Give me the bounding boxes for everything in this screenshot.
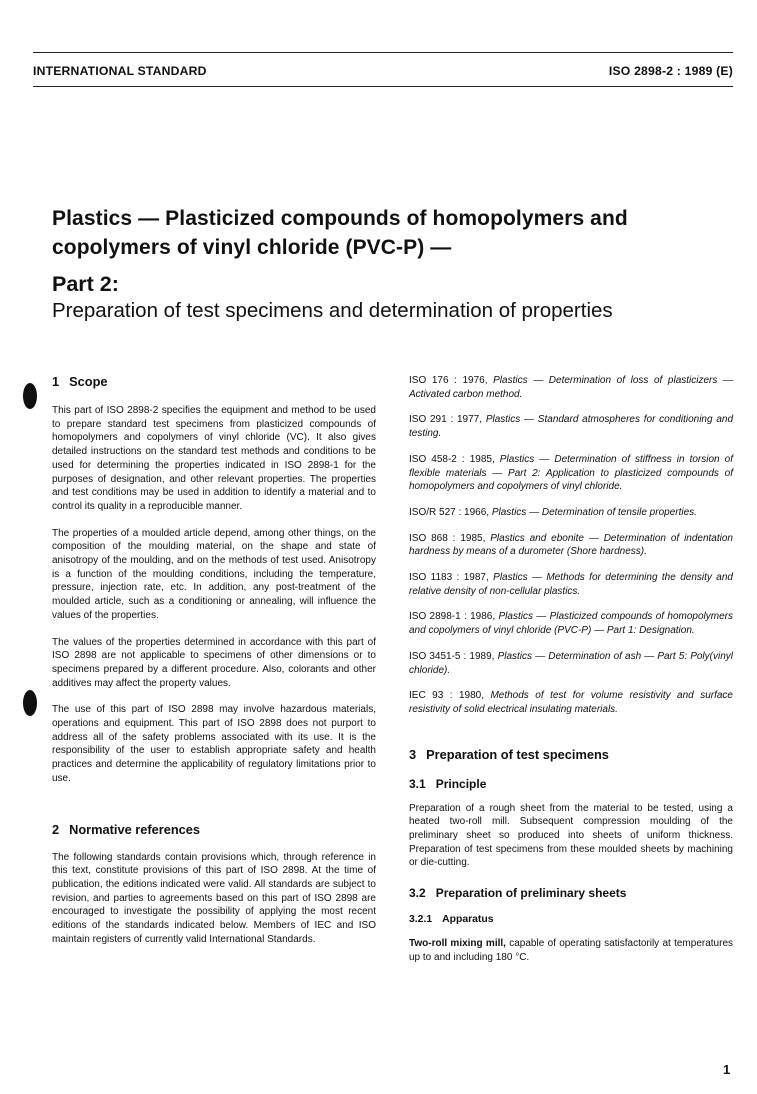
reference-title: Methods of test for volume resistivity and surface resistivity of solid electrical insulating materials.	[409, 690, 733, 715]
reference-code: IEC 93 : 1980,	[409, 690, 484, 702]
document-title	[52, 204, 732, 262]
mill-description: capable of operating satisfactorily at temperatures up to and including 180 °C.	[409, 938, 734, 963]
running-header	[33, 64, 733, 82]
left-column	[52, 374, 376, 947]
title-line-2: copolymers of vinyl chloride (PVC-P) —	[52, 236, 452, 259]
reference-title: Plastics — Methods for determining the density and relative density of non-cellular plastics.	[409, 572, 733, 597]
mill-term: Two-roll mixing mill,	[409, 938, 506, 950]
reference-code: ISO 3451-5 : 1989,	[409, 650, 495, 662]
reference-title: Plastics — Determination of ash — Part 5: Poly(vinyl chloride).	[409, 650, 733, 676]
reference-item	[409, 532, 733, 559]
section-number: 3	[409, 746, 417, 762]
reference-code: ISO 458-2 : 1985,	[409, 453, 495, 465]
subsection-title: Preparation of preliminary sheets	[435, 886, 627, 901]
header-standard-type: INTERNATIONAL STANDARD	[33, 64, 207, 78]
subsection-heading-principle	[409, 777, 733, 792]
subsection-number: 3.2	[409, 886, 426, 901]
part-number: Part 2:	[52, 272, 119, 296]
reference-title: Plastics — Plasticized compounds of homopolymers and copolymers of vinyl chloride (PVC-P) — Part 1: Designation.	[409, 611, 733, 637]
reference-item	[409, 374, 733, 401]
reference-item	[409, 689, 733, 716]
page-number: 1	[723, 1062, 731, 1077]
header-standard-number: ISO 2898-2 : 1989 (E)	[608, 64, 733, 78]
mill-paragraph	[409, 937, 733, 964]
section-heading-preparation	[409, 747, 733, 763]
section-title: Scope	[69, 374, 108, 389]
subsubsection-heading-apparatus	[409, 913, 733, 927]
reference-code: ISO 1183 : 1987,	[409, 572, 489, 584]
subsubsection-title: Apparatus	[442, 914, 494, 926]
reference-code: ISO 291 : 1977,	[409, 414, 483, 426]
scope-paragraph-2: The properties of a moulded article depend, among other things, on the composition of the moulding material, on the shape and state of anisotropy of the moulding, and on the methods of test used. Anisotropy is a function of the moulding conditions, including the temperature, pressure, injection rate, etc. In addition, any post-treatment of the moulded article, such as a conditioning or annealing, will influence the values of the properties.	[52, 527, 376, 621]
subsection-title: Principle	[435, 776, 487, 791]
section-title: Normative references	[69, 821, 201, 837]
principle-paragraph: Preparation of a rough sheet from the material to be tested, using a heated two-roll mill. Subsequent compression moulding of the preliminary sheet so produced into sheets of uniform thickness. Preparation of test specimens from these moulded sheets by machining or die-cutting.	[409, 802, 733, 869]
reference-title: Plastics — Determination of loss of plasticizers — Activated carbon method.	[409, 375, 733, 400]
section-heading-normative	[52, 822, 376, 838]
reference-code: ISO/R 527 : 1966,	[409, 506, 490, 518]
reference-title: Plastics — Standard atmospheres for conditioning and testing.	[409, 414, 734, 440]
reference-title: Plastics — Determination of tensile properties.	[491, 506, 697, 518]
section-title: Preparation of test specimens	[426, 746, 609, 762]
section-number: 1	[52, 374, 60, 389]
scope-paragraph-4: The use of this part of ISO 2898 may involve hazardous materials, operations and equipment. This part of ISO 2898 does not purport to address all of the safety problems associated with its use. It is the responsibility of the user to establish appropriate safety and health practices and determine the applicability of regulatory limitations prior to use.	[52, 704, 376, 784]
reference-code: ISO 176 : 1976,	[409, 375, 488, 386]
subsection-number: 3.1	[409, 776, 426, 791]
title-line-1: Plastics — Plasticized compounds of homopolymers and	[52, 207, 628, 230]
reference-item	[409, 506, 733, 520]
reference-item	[409, 571, 733, 598]
reference-item	[409, 650, 733, 677]
reference-item	[409, 413, 733, 440]
subsection-heading-preliminary	[409, 886, 733, 901]
margin-change-marker	[23, 690, 37, 716]
right-column	[409, 374, 733, 965]
reference-item	[409, 610, 733, 637]
reference-code: ISO 868 : 1985,	[409, 532, 486, 544]
margin-change-marker	[23, 383, 37, 409]
reference-code: ISO 2898-1 : 1986,	[409, 611, 496, 623]
part-subtitle: Preparation of test specimens and determination of properties	[52, 299, 613, 322]
scope-paragraph-1: This part of ISO 2898-2 specifies the equipment and method to be used to prepare standard test specimens from plasticized compounds of homopolymers and copolymers of vinyl chloride (VC). It also gives detailed instructions on the standard test methods and conditions to be used for determining the properties indicated in ISO 2898-1 for the purposes of designation, and other relevant properties. The properties and test conditions may be used in addition to identify a material and to control its quality in a reproducible manner.	[52, 405, 376, 512]
subsubsection-number: 3.2.1	[409, 914, 433, 926]
scope-paragraph-3: The values of the properties determined in accordance with this part of ISO 2898 are not applicable to specimens of other dimensions or to specimens prepared by a different procedure. Also, colorants and other additives may affect the property values.	[52, 636, 376, 689]
header-bottom-rule	[33, 86, 733, 87]
reference-item	[409, 453, 733, 494]
reference-title: Plastics — Determination of stiffness in torsion of flexible materials — Part 2: Application to plasticized compounds of homopolymers and copolymers of vinyl chloride.	[409, 453, 733, 493]
header-top-rule	[33, 52, 733, 53]
section-number: 2	[52, 821, 60, 837]
normative-paragraph: The following standards contain provisions which, through reference in this text, constitute provisions of this part of ISO 2898. At the time of publication, the editions indicated were valid. All standards are subject to revision, and parties to agreements based on this part of ISO 2898 are encouraged to investigate the possibility of applying the most recent editions of the standards indicated below. Members of IEC and ISO maintain registers of currently valid International Standards.	[52, 851, 376, 945]
section-heading-scope	[52, 374, 376, 390]
reference-title: Plastics and ebonite — Determination of indentation hardness by means of a durometer (Shore hardness).	[409, 532, 733, 558]
